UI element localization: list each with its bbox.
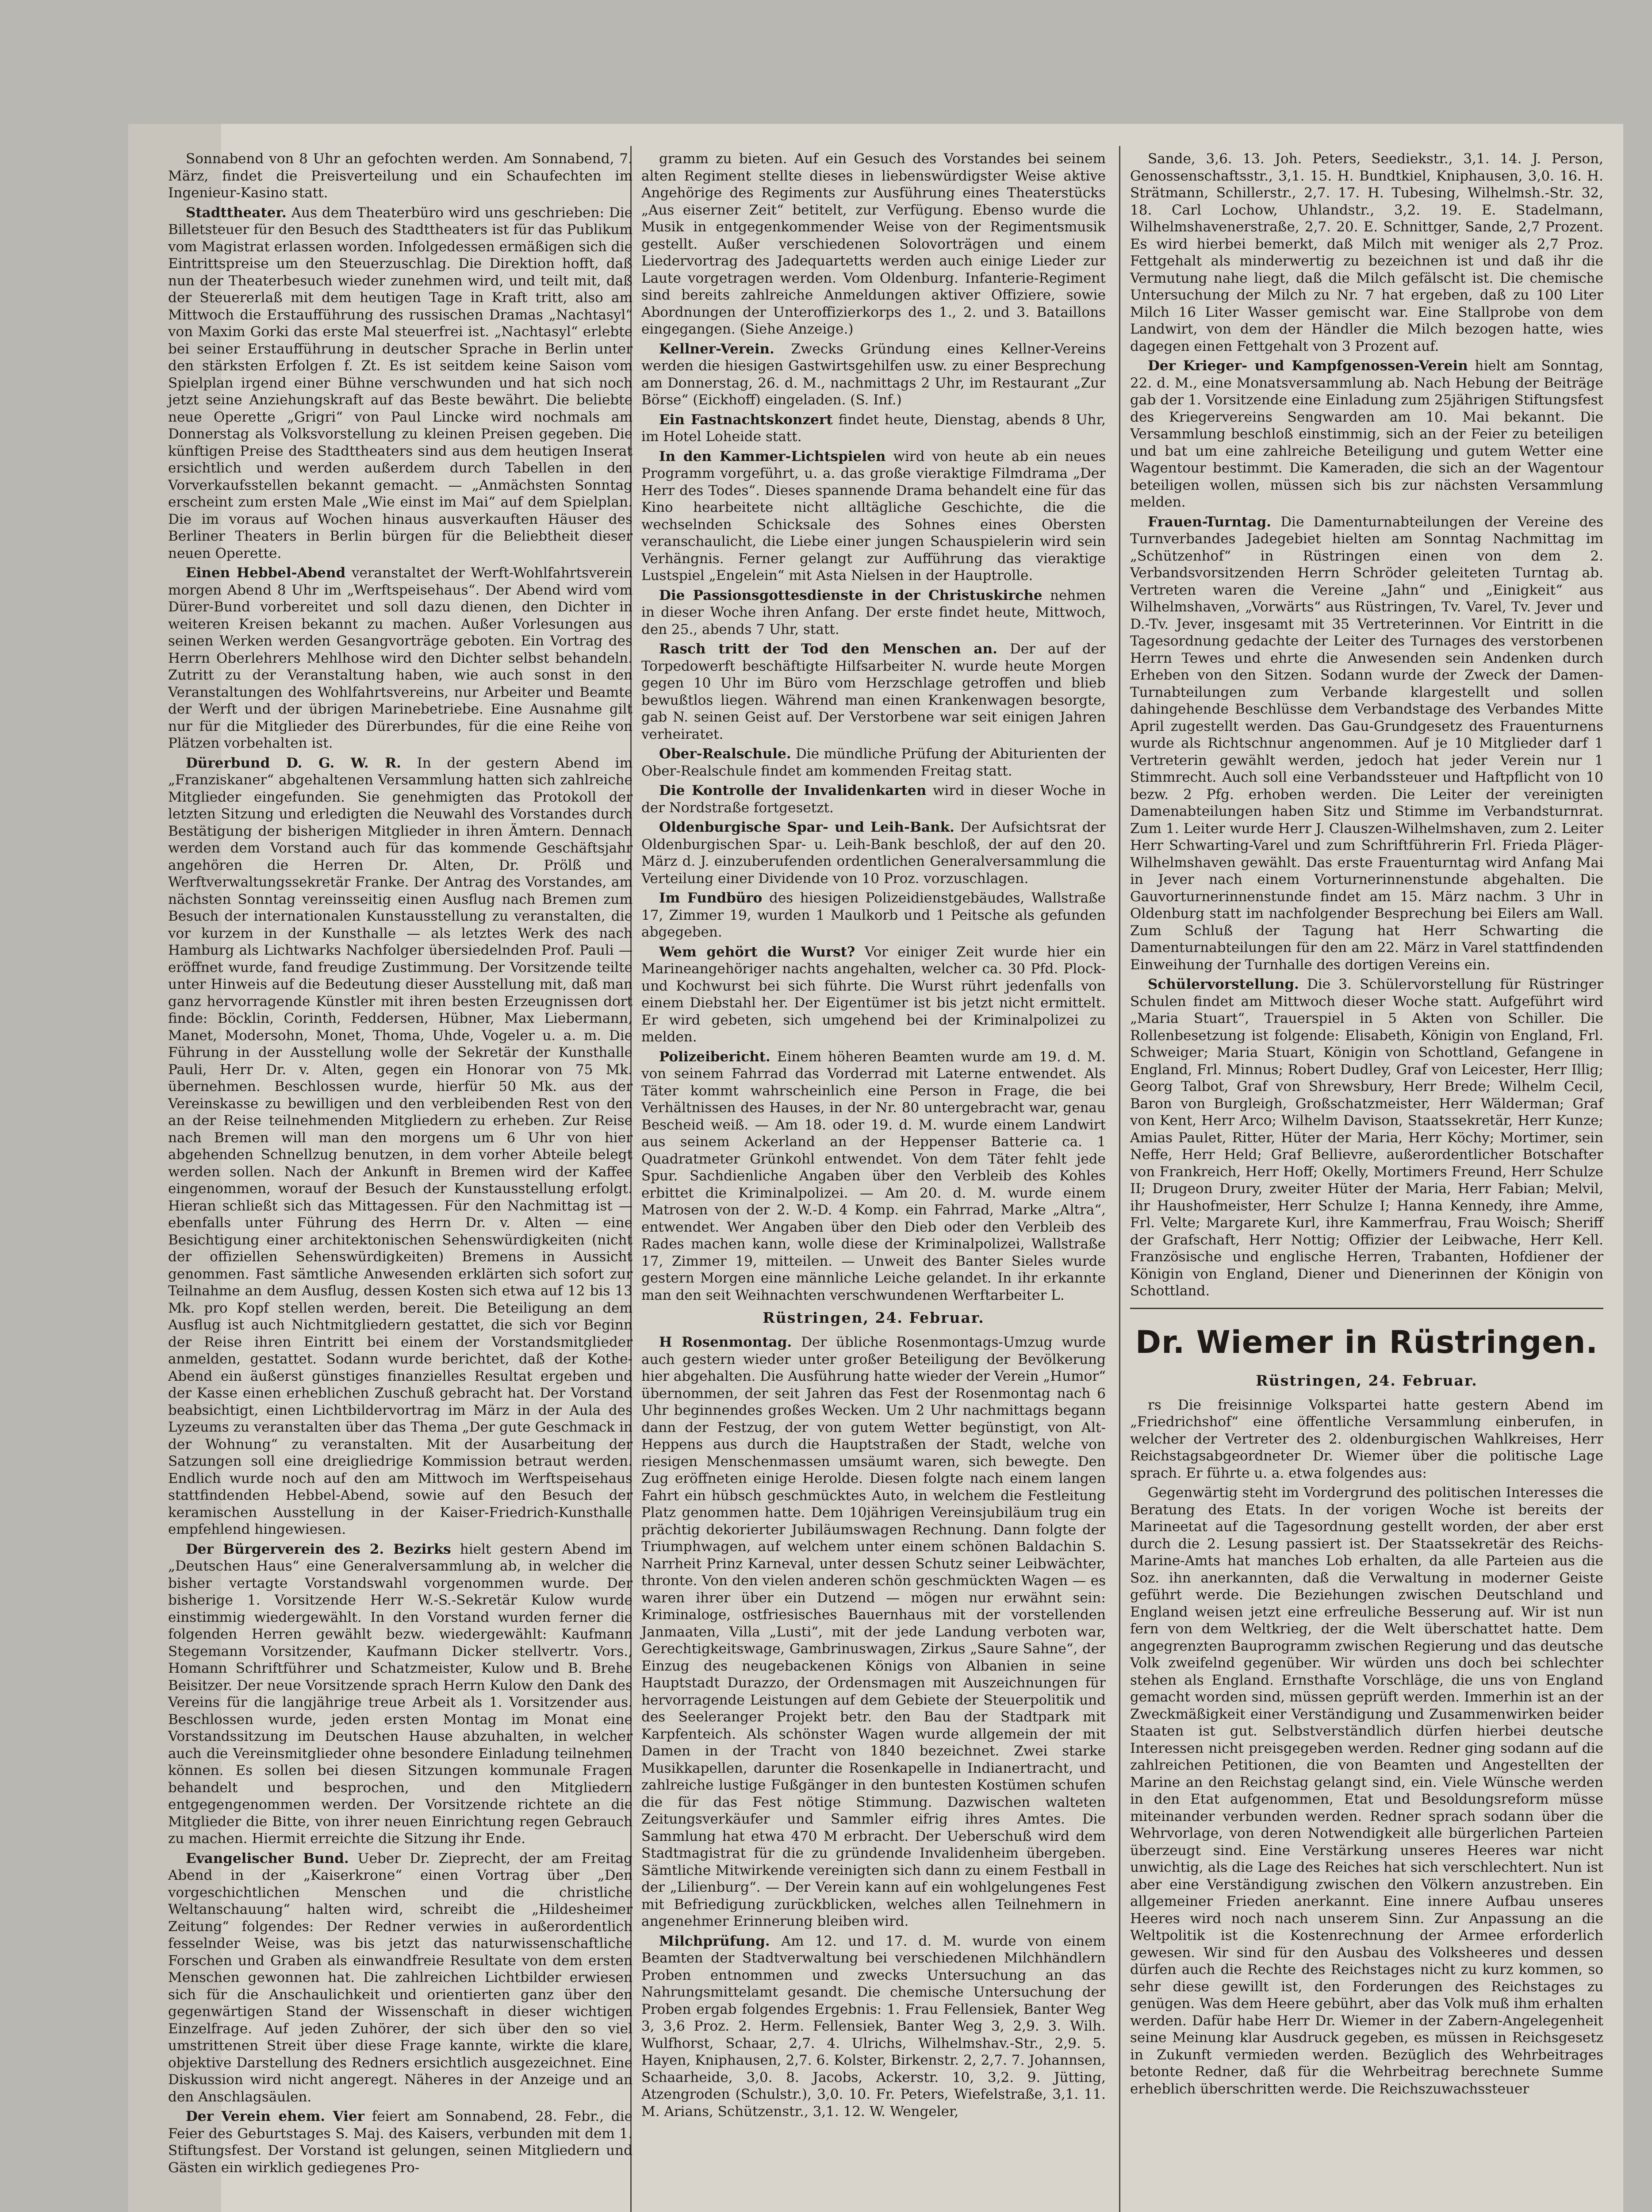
article-paragraph [168, 755, 632, 1538]
paragraph-text: Am 12. und 17. d. M. wurde von einem Beamten der Stadtverwaltung bei verschiedenen Milchhändlern Proben entnommen und zwecks Untersuchung an das Nahrungsmittelamt gesandt. Die chemische Untersuchung der Proben ergab folgendes Ergebnis: 1. Frau Fellensiek, Banter Weg 3, 3,6 Proz. 2. Herm. Fellensiek, Banter Weg 3, 2,9. 3. Wilh. Wulfhorst, Schaar, 2,7. 4. Ulrichs, Wilhelmshav.-Str., 2,9. 5. Hayen, Kniphausen, 2,7. 6. Kolster, Birkenstr. 2, 2,7. 7. Johannsen, Schaarheide, 3,0. 8. Jacobs, Ackerstr. 10, 3,2. 9. Jütting, Atzengroden (Schulstr.), 3,0. 10. Fr. Peters, Wiefelstraße, 3,1. 11. M. Arians, Schützenstr., 3,1. 12. W. Wengeler, [641, 1933, 1106, 2120]
section-divider [1130, 1308, 1603, 1309]
paragraph-text: In der gestern Abend im „Franziskaner“ abgehaltenen Versammlung hatten sich zahlreiche Mitglieder eingefunden. Sie genehmigten das Protokoll der letzten Sitzung und erledigten die Neuwahl des Vorstandes durch Bestätigung der bisherigen Mitglieder in ihren Ämtern. Dennach werden dem Vorstand auch für das kommende Geschäftsjahr angehören die Herren Dr. Alten, Dr. Prölß und Werftverwaltungssekretär Franke. Der Antrag des Vorstandes, am nächsten Sonntag vereinsseitig einen Ausflug nach Bremen zum Besuch der internationalen Kunstausstellung zu veranstalten, die vor kurzem in der Kunsthalle — als letztes Werk des nach Hamburg als Lichtwarks Nachfolger übersiedelnden Prof. Pauli — eröffnet wurde, fand freudige Zustimmung. Der Vorsitzende teilte unter Hinweis auf die Bedeutung dieser Ausstellung mit, daß man ganz hervorragende Künstler mit ihren besten Erzeugnissen dort finde: Böcklin, Corinth, Feddersen, Hübner, Max Liebermann, Manet, Modersohn, Monet, Thoma, Uhde, Vogeler u. a. m. Die Führung in der Ausstellung wolle der Sekretär der Kunsthalle Pauli, Herr Dr. v. Alten, gegen ein Honorar von 75 Mk. übernehmen. Beschlossen wurde, hierfür 50 Mk. aus der Vereinskasse zu bewilligen und den verbleibenden Rest von den an der Reise teilnehmenden Mitgliedern zu erheben. Zur Reise nach Bremen will man den morgens um 6 Uhr von hier abgehenden Schnellzug benutzen, in dem vorher Abteile belegt werden sollen. Nach der Ankunft in Bremen wird der Kaffee eingenommen, worauf der Besuch der Kunstausstellung erfolgt. Hieran schließt sich das Mittagessen. Für den Nachmittag ist — ebenfalls unter Führung des Herrn Dr. v. Alten — eine Besichtigung einer architektonischen Sehenswürdigkeiten (nicht der offiziellen Sehenswürdigkeiten) Bremens in Aussicht genommen. Fast sämtliche Anwesenden erklärten sich sofort zur Teilnahme an dem Ausflug, dessen Kosten sich etwa auf 12 bis 13 Mk. pro Kopf stellen werden, bereit. Die Beteiligung an dem Ausflug ist auch Nichtmitgliedern gestattet, die sich vor Beginn der Reise ihren Eintritt bei einem der Vorstandsmitglieder anmelden, gestattet. Sodann wurde berichtet, daß der Kothe-Abend ein äußerst günstiges finanzielles Resultat ergeben und der Kasse einen erheblichen Zuschuß gebracht hat. Der Vorstand beabsichtigt, einen Lichtbildervortrag im März in der Aula des Lyzeums zu veranstalten über das Thema „Der gute Geschmack in der Wohnung“ zu veranstalten. Mit der Ausarbeitung der Satzungen soll eine dreigliedrige Kommission betraut werden. Endlich wurde noch auf den am Mittwoch im Werftspeisehaus stattfindenden Hebbel-Abend, sowie auf den Besuch der keramischen Ausstellung in der Kaiser-Friedrich-Kunsthalle empfehlend hingewiesen. [168, 755, 632, 1537]
article-paragraph [168, 2108, 632, 2176]
article-paragraph [641, 1048, 1106, 1304]
column-3 [1130, 150, 1603, 2100]
paragraph-heading: Evangelischer Bund. [186, 1850, 349, 1866]
paragraph-heading: H Rosenmontag. [659, 1334, 792, 1350]
dateline: Rüstringen, 24. Februar. [1256, 1371, 1478, 1389]
paragraph-heading: Schülervorstellung. [1148, 976, 1299, 992]
article-paragraph [168, 1541, 632, 1847]
paragraph-heading: Stadttheater. [186, 204, 287, 221]
paragraph-text: feiert am Sonnabend, 28. Febr., die Feier des Geburtstages S. Maj. des Kaisers, verbunden mit dem 1. Stiftungsfest. Der Vorstand ist gelungen, seinen Mitgliedern und Gästen ein wirklich gediegenes Pro- [168, 2108, 632, 2176]
paragraph-text: findet heute, Dienstag, abends 8 Uhr, im Hotel Loheide statt. [641, 411, 1106, 445]
paragraph-heading: Der Bürgerverein des 2. Bezirks [186, 1541, 451, 1557]
paragraph-text: Sonnabend von 8 Uhr an gefochten werden. Am Sonnabend, 7. März, findet die Preisverteilung und ein Schaufechten im Ingenieur-Kasino statt. [168, 151, 632, 201]
paragraph-heading: Dürerbund D. G. W. R. [186, 755, 401, 771]
paragraph-text: Der auf der Torpedowerft beschäftigte Hilfsarbeiter N. wurde heute Morgen gegen 10 Uhr im Büro vom Herzschlage getroffen und blieb bewußtlos liegen. Während man einen Krankenwagen besorgte, gab N. seinen Geist auf. Der Verstorbene war seit einigen Jahren verheiratet. [641, 641, 1106, 742]
article-paragraph [1130, 1484, 1603, 2097]
article-paragraph [641, 782, 1106, 816]
paragraph-heading: Kellner-Verein. [659, 341, 774, 357]
article-paragraph [168, 204, 632, 562]
paragraph-heading: Oldenburgische Spar- und Leih-Bank. [659, 819, 954, 835]
paragraph-text: hielt am Sonntag, 22. d. M., eine Monatsversammlung ab. Nach Hebung der Beiträge gab der 1. Vorsitzende eine Einladung zum 25jährigen Stiftungsfest des Kriegervereins Sengwarden am 10. Mai bekannt. Die Versammlung beschloß einstimmig, sich an der Feier zu beteiligen und bat um eine zahlreiche Beteiligung und gutem Wetter eine Wagentour bestimmt. Die Kameraden, die sich an der Wagentour beteiligen wollen, müssen sich bis zur nächsten Versammlung melden. [1130, 358, 1604, 510]
paragraph-heading: Im Fundbüro [659, 890, 763, 906]
article-paragraph [168, 565, 632, 752]
paragraph-heading: Ober-Realschule. [659, 746, 791, 762]
paragraph-text: gramm zu bieten. Auf ein Gesuch des Vorstandes bei seinem alten Regiment stellte dieses in liebenswürdigster Weise aktive Angehörige des Regiments zur Ausführung eines Theaterstücks „Aus eiserner Zeit“ betitelt, zur Verfügung. Ebenso wurde die Musik in entgegenkommender Weise von der Regimentsmusik gestellt. Außer verschiedenen Solovorträgen und einem Liedervortrag des Jadequartetts werden auch einige Lieder zur Laute vorgetragen werden. Vom Oldenburg. Infanterie-Regiment sind bereits zahlreiche Anmeldungen aktiver Offiziere, sowie Abordnungen der Unteroffizierkorps des 1., 2. und 3. Bataillons eingegangen. (Siehe Anzeige.) [641, 151, 1106, 337]
dateline: Rüstringen, 24. Februar. [763, 1309, 985, 1326]
paragraph-text: Die Damenturnabteilungen der Vereine des Turnverbandes Jadegebiet hielten am Sonntag Nachmittag im „Schützenhof“ in Rüstringen einen von dem 2. Verbandsvorsitzenden Herrn Schröder geleiteten Turntag ab. Vertreten waren die Vereine „Jahn“ und „Einigkeit“ aus Wilhelmshaven, „Vorwärts“ aus Rüstringen, Tv. Varel, Tv. Jever und D.-Tv. Jever, insgesamt mit 35 Vertreterinnen. Vor Eintritt in die Tagesordnung gedachte der Leiter des Turnages des verstorbenen Herrn Tewes und ehrte die Anwesenden sein Andenken durch Erheben von den Sitzen. Sodann wurde der Zweck der Damen-Turnabteilungen zum Verbande klargestellt und sollen dahingehende Beschlüsse dem Verbandstage des Verbandes Mitte April zugestellt werden. Das Gau-Grundgesetz des Frauenturnens wurde als Richtschnur angenommen. Auf je 10 Mitglieder darf 1 Vertreterin gewählt werden, jedoch hat jeder Verein nur 1 Stimmrecht. Auch soll eine Verbandssteuer und Haftpflicht von 10 bezw. 2 Pfg. erhoben werden. Die Leiter der vereinigten Damenabteilungen haben Sitz und Stimme im Verbandsturnrat. Zum 1. Leiter wurde Herr J. Clauszen-Wilhelmshaven, zum 2. Leiter Herr Schwarting-Varel und zum Schriftführerin Frl. Frieda Pläger-Wilhelmshaven gewählt. Das erste Frauenturntag wird Anfang Mai in Jever nach einem Vorturnerinnenstunde abgehalten. Die Gauvorturnerinnenstunde findet am 15. März nachm. 3 Uhr in Oldenburg statt im nachfolgender Besprechung bei Eilers am Wall. Zum Schluß der Tagung hat Herr Schwarting die Damenturnabteilungen für den am 22. März in Varel stattfindenden Einweihung der Turnhalle des dortigen Vereins ein. [1130, 514, 1604, 973]
paragraph-heading: Wem gehört die Wurst? [659, 944, 855, 960]
paragraph-heading: Rasch tritt der Tod den Menschen an. [659, 641, 997, 657]
paragraph-heading: Ein Fastnachtskonzert [659, 411, 833, 428]
article-paragraph [641, 819, 1106, 887]
article-paragraph [1130, 357, 1603, 511]
article-paragraph [168, 150, 632, 202]
paragraph-text: Einem höheren Beamten wurde am 19. d. M. von seinem Fahrrad das Vorderrad mit Laterne entwendet. Als Täter kommt wahrscheinlich eine Person in Frage, die bei Verhältnissen des Hauses, in der Nr. 80 untergebracht war, genau Bescheid weiß. — Am 18. oder 19. d. M. wurde einem Landwirt aus seinem Ackerland an der Heppenser Batterie ca. 1 Quadratmeter Grünkohl entwendet. Von dem Täter fehlt jede Spur. Sachdienliche Angaben über den Verbleib des Kohles erbittet die Kriminalpolizei. — Am 20. d. M. wurde einem Matrosen von der 2. W.-D. 4 Komp. ein Fahrrad, Marke „Altra“, entwendet. Wer Angaben über den Dieb oder den Verbleib des Rades machen kann, wolle diese der Kriminalpolizei, Wallstraße 17, Zimmer 19, mitteilen. — Unweit des Banter Sieles wurde gestern Morgen eine männliche Leiche gelandet. In ihr erkannte man den seit Weihnachten verschwundenen Werftarbeiter L. [641, 1048, 1106, 1303]
paragraph-text: Gegenwärtig steht im Vordergrund des politischen Interesses die Beratung des Etats. In der vorigen Woche ist bereits der Marineetat auf die Tagesordnung gestellt worden, der aber erst durch die 2. Lesung passiert ist. Der Staatssekretär des Reichs-Marine-Amts hat manches Lob erhalten, da alle Parteien aus die Soz. ihn anerkannten, daß die Verwaltung in moderner Geiste geführt werde. Die Beziehungen zwischen Deutschland und England weisen jetzt eine erfreuliche Besserung auf. Wir ist nun fern von dem Weltkrieg, der die Welt überschattet hatte. Dem angegrenzten Bauprogramm zwischen Regierung und das deutsche Volk zweifelnd gegenüber. Wir würden uns doch bei schlechter stehen als England. Ernsthafte Vorschläge, die uns von England gemacht worden sind, müssen geprüft werden. Immerhin ist an der Zweckmäßigkeit einer Verständigung und Zusammenwirken beider Staaten ist gut. Selbstverständlich dürfen hierbei deutsche Interessen nicht preisgegeben werden. Redner ging sodann auf die zahlreichen Petitionen, die von Beamten und Angestellten der Marine an den Reichstag gelangt sind, ein. Viele Wünsche werden in den Etat aufgenommen, Etat und Besoldungsreform müsse miteinander verbunden werden. Redner sprach sodann über die Wehrvorlage, von deren Notwendigkeit alle bürgerlichen Parteien überzeugt sind. Eine Verstärkung unseres Heeres war nicht unwichtig, als die Lage des Reiches hat sich verschlechtert. Nun ist aber eine Verständigung zwischen den Völkern anzustreben. Ein allgemeiner Frieden anerkannt. Eine innere Aufbau unseres Heeres wird noch nach unserem Sinn. Zur Anpassung an die Weltpolitik ist die Kostenrechnung der Armee erforderlich gewesen. Wir sind für den Ausbau des Volksheeres und dessen dürfen auch die Rechte des Reichstages nicht zu kurz kommen, so sehr diese gewillt ist, den Forderungen des Reichstages zu genügen. Was dem Heere gebührt, aber das Volk muß ihm erhalten werden. Dafür habe Herr Dr. Wiemer in der Zabern-Angelegenheit seine Meinung klar Ausdruck gegeben, es müssen in Reichsgesetz in Zukunft vermieden werden. Bezüglich des Wehrbeitrages betonte Redner, daß für die Wehrbeitrag berechnete Summe erheblich überschritten werde. Die Reichszuwachssteuer [1130, 1485, 1603, 2097]
article-paragraph [1130, 1397, 1603, 1482]
column-2 [641, 150, 1106, 2123]
paragraph-text: wird von heute ab ein neues Programm vorgeführt, u. a. das große vieraktige Filmdrama „Der Herr des Todes“. Dieses spannende Drama behandelt eine für das Kino hearbeitete nicht alltägliche Geschichte, die die wechselnden Schicksale des Sohnes eines Obersten veranschaulicht, die Liebe einer jungen Schauspielerin wird sein Verhängnis. Ferner gelangt zur Aufführung das vieraktige Lustspiel „Engelein“ mit Asta Nielsen in der Hauptrolle. [641, 448, 1106, 584]
paragraph-text: Zwecks Gründung eines Kellner-Vereins werden die hiesigen Gastwirtsgehilfen usw. zu einer Besprechung am Donnerstag, 26. d. M., nachmittags 2 Uhr, im Restaurant „Zur Börse“ (Eickhoff) eingeladen. (S. Inf.) [641, 341, 1106, 408]
article-paragraph [168, 1850, 632, 2106]
article-paragraph [641, 745, 1106, 780]
article-paragraph [641, 150, 1106, 338]
article-paragraph [641, 1933, 1106, 2120]
paragraph-text: Der Aufsichtsrat der Oldenburgischen Spar- u. Leih-Bank beschloß, der auf den 20. März d. J. einzuberufenden ordentlichen Generalversammlung die Verteilung einer Dividende von 10 Proz. vorzuschlagen. [641, 819, 1106, 887]
article-paragraph [641, 641, 1106, 743]
article-paragraph [641, 587, 1106, 638]
article-paragraph [641, 944, 1106, 1046]
paragraph-text: veranstaltet der Werft-Wohlfahrtsverein morgen Abend 8 Uhr im „Werftspeisehaus“. Der Abend wird vom Dürer-Bund vorbereitet und soll dazu dienen, den Dichter in weiteren Kreisen bekannt zu machen. Außer Vorlesungen aus seinen Werken werden Gesangvorträge geboten. Ein Vortrag des Herrn Oberlehrers Mehlhose wird den Dichter selbst behandeln. Zutritt zu der Veranstaltung haben, wie auch sonst in den Veranstaltungen des Wohlfahrtsvereins, nur Arbeiter und Beamte der Werft und der übrigen Marinebetriebe. Eine Ausnahme gilt nur für die Mitglieder des Dürerbundes, für die eine Reihe von Plätzen vorbehalten ist. [168, 565, 632, 751]
paragraph-text: Der übliche Rosenmontags-Umzug wurde auch gestern wieder unter großer Beteiligung der Bevölkerung hier abgehalten. Die Ausführung hatte wieder der Verein „Humor“ übernommen, der seit Jahren das Fest der Rosenmontag nach 6 Uhr beginnendes großes Wecken. Um 2 Uhr nachmittags begann dann der Festzug, der von gutem Wetter begünstigt, von Alt-Heppens aus durch die Hauptstraßen der Stadt, welche von riesigen Menschenmassen umsäumt waren, sich bewegte. Den Zug eröffneten einige Herolde. Diesen folgte nach einem langen Fahrt ein hübsch geschmücktes Auto, in welchem die Festleitung Platz genommen hatte. Dem 10jährigen Vereinsjubiläum trug ein prächtig dekorierter Jubiläumswagen Rechnung. Dann folgte der Triumphwagen, auf welchem unter einem schönen Baldachin S. Narrheit Prinz Karneval, unter dessen Schutz seiner Leibwächter, thronte. Von den vielen anderen schön geschmückten Wagen — es waren ihrer über ein Dutzend — mögen nur erwähnt sein: Kriminaloge, ostfriesisches Bauernhaus mit der vorstellenden Janmaaten, Villa „Lusti“, mit der jede Landung verboten war, Gerechtigkeitswage, Gambrinuswagen, Zirkus „Saure Sahne“, der Einzug des neugebackenen Königs von Albanien in seine Hauptstadt Durazzo, der Ordensmagen mit Auszeichnungen für hervorragende Leistungen auf dem Gebiete der Steuerpolitik und des Seeleranger Projekt betr. den Bau der Stadtpark mit Karpfenteich. Als schönster Wagen wurde allgemein der mit Damen in der Tracht von 1840 bezeichnet. Zwei starke Musikkapellen, darunter die Rosenkapelle in Indianertracht, und zahlreiche lustige Fußgänger in den buntesten Kostümen schufen die für das Fest nötige Stimmung. Dazwischen walteten Zeitungsverkäufer und Sammler eifrig ihres Amtes. Die Sammlung hat etwa 470 M erbracht. Der Ueberschuß wird dem Stadtmagistrat für die zu gründende Invalidenheim übergeben. Sämtliche Mitwirkende vereinigten sich dann zu einem Festball in der „Lilienburg“. — Der Verein kann auf ein wohlgelungenes Fest mit Befriedigung zurückblicken, welches allen Teilnehmern in angenehmer Erinnerung bleiben wird. [641, 1334, 1106, 1929]
paragraph-text: wird in dieser Woche in der Nordstraße fortgesetzt. [641, 783, 1106, 816]
article-paragraph [641, 411, 1106, 445]
paragraph-text: Sande, 3,6. 13. Joh. Peters, Seediekstr., 3,1. 14. J. Person, Genossenschaftsstr., 3,1. 15. H. Bundtkiel, Kniphausen, 3,0. 16. H. Strätmann, Schillerstr., 2,7. 17. H. Tubesing, Wilhelmsh.-Str. 32, 18. Carl Lochow, Uhlandstr., 3,2. 19. E. Stadelmann, Wilhelmshavenerstraße, 2,7. 20. E. Schnittger, Sande, 2,7 Prozent. Es wird hierbei bemerkt, daß Milch mit weniger als 2,7 Proz. Fettgehalt als minderwertig zu bezeichnen ist und daß ihr die Vermutung nahe liegt, daß die Milch gefälscht ist. Die chemische Untersuchung der Milch zu Nr. 7 hat ergeben, daß zu 100 Liter Milch 16 Liter Wasser gemischt war. Eine Stallprobe von dem Landwirt, von dem der Händler die Milch bezogen hatte, wies dagegen einen Fettgehalt von 3 Prozent auf. [1130, 151, 1603, 354]
column-rule-2 [1119, 146, 1120, 2212]
article-paragraph [641, 890, 1106, 941]
paragraph-text: rs Die freisinnige Volkspartei hatte gestern Abend im „Friedrichshof“ eine öffentliche Versammlung einberufen, in welcher der Vertreter des 2. oldenburgischen Wahlkreises, Herr Reichstagsabgeordneter Dr. Wiemer über die politische Lage sprach. Er führte u. a. etwa folgendes aus: [1130, 1397, 1603, 1481]
paragraph-text: Vor einiger Zeit wurde hier ein Marineangehöriger nachts angehalten, welcher ca. 30 Pfd. Plock- und Kochwurst bei sich führte. Die Wurst rührt jedenfalls von einem Diebstahl her. Der Eigentümer ist bis jetzt nicht ermittelt. Er wird gebeten, sich umgehend bei der Kriminalpolizei zu melden. [641, 944, 1106, 1045]
paragraph-heading: Polizeibericht. [659, 1048, 770, 1065]
paragraph-text: hielt gestern Abend im „Deutschen Haus“ eine Generalversammlung ab, in welcher die bisher vertagte Vorstandswahl vorgenommen wurde. Der bisherige 1. Vorsitzende Herr W.-S.-Sekretär Kulow wurde einstimmig wiedergewählt. In den Vorstand wurden ferner die folgenden Herren gewählt bezw. wiedergewählt: Kaufmann Stegemann Vorsitzender, Kaufmann Dicker stellvertr. Vors., Homann Schriftführer und Schatzmeister, Kulow und B. Brehe Beisitzer. Der neue Vorsitzende sprach Herrn Kulow den Dank des Vereins für die langjährige treue Arbeit als 1. Vorsitzender aus. Beschlossen wurde, jeden ersten Montag im Monat eine Vorstandssitzung im Deutschen Hause abzuhalten, in welcher auch die Vereinsmitglieder ohne besondere Einladung teilnehmen können. Es sollen bei diesen Sitzungen kommunale Fragen behandelt und besprochen, und den Mitgliedern entgegengenommen werden. Der Vorsitzende richtete an die Mitglieder die Bitte, von ihrer neuen Einrichtung regen Gebrauch zu machen. Hiermit erreichte die Sitzung ihr Ende. [168, 1541, 632, 1847]
article-paragraph [1130, 514, 1603, 974]
paragraph-text: Die 3. Schülervorstellung für Rüstringer Schulen findet am Mittwoch dieser Woche statt. Aufgeführt wird „Maria Stuart“, Trauerspiel in 5 Akten von Schiller. Die Rollenbesetzung ist folgende: Elisabeth, Königin von England, Frl. Schweiger; Maria Stuart, Königin von Schottland, Gefangene in England, Frl. Minnus; Robert Dudley, Graf von Leicester, Herr Illig; Georg Talbot, Graf von Shrewsbury, Herr Brede; Wilhelm Cecil, Baron von Burgleigh, Großschatzmeister, Herr Wälderman; Graf von Kent, Herr Arco; Wilhelm Davison, Staatssekretär, Herr Kunze; Amias Paulet, Ritter, Hüter der Maria, Herr Köchy; Mortimer, sein Neffe, Herr Held; Graf Bellievre, außerordentlicher Botschafter von Frankreich, Herr Hoff; Okelly, Mortimers Freund, Herr Schulze II; Drugeon Drury, zweiter Hüter der Maria, Herr Fabian; Melvil, ihr Haushofmeister, Herr Schulze I; Hanna Kennedy, ihre Amme, Frl. Velte; Margarete Kurl, ihre Kammerfrau, Frau Woisch; Sheriff der Grafschaft, Herr Nottig; Offizier der Leibwache, Herr Kell. Französische und englische Herren, Trabanten, Hofdiener der Königin von England, Diener und Dienerinnen der Königin von Schottland. [1130, 976, 1604, 1299]
article-paragraph [641, 341, 1106, 409]
article-paragraph [641, 448, 1106, 584]
paragraph-heading: In den Kammer-Lichtspielen [659, 448, 886, 465]
paragraph-heading: Frauen-Turntag. [1148, 514, 1271, 530]
paragraph-heading: Die Passionsgottesdienste in der Christuskirche [659, 587, 1043, 603]
paragraph-text: Aus dem Theaterbüro wird uns geschrieben: Die Billetsteuer für den Besuch des Stadttheaters ist für das Publikum vom Magistrat erlassen worden. Infolgedessen ermäßigen sich die Eintrittspreise um den Steuerzuschlag. Die Direktion hofft, daß nun der Theaterbesuch wieder zunehmen wird, und teilt mit, daß der Steuererlaß mit dem heutigen Tage in Kraft tritt, also am Mittwoch die Erstaufführung des russischen Dramas „Nachtasyl“ von Maxim Gorki das erste Mal steuerfrei ist. „Nachtasyl“ erlebte bei seiner Erstaufführung in deutscher Sprache in Berlin unter den stärksten Erfolgen f. Zt. Es ist seitdem keine Saison vom Spielplan irgend einer Bühne verschwunden und hat sich noch jetzt seine Anziehungskraft auf das Beste bewährt. Die beliebte neue Operette „Grigri“ von Paul Lincke wird nochmals am Donnerstag als Volksvorstellung zu kleinen Preisen gegeben. Die künftigen Preise des Stadttheaters sind aus dem heutigen Inserat ersichtlich und werden außerdem durch Tabellen in den Vorverkaufsstellen bekannt gemacht. — „Anmächsten Sonntag erscheint zum ersten Male „Wie einst im Mai“ auf dem Spielplan. Die im voraus auf Wochen hinaus ausverkauften Häuser des Berliner Theaters in Berlin bürgen für die Beliebtheit dieser neuen Operette. [168, 204, 633, 561]
article-paragraph [1130, 150, 1603, 355]
paragraph-heading: Der Krieger- und Kampfgenossen-Verein [1148, 358, 1468, 374]
paragraph-text: Die mündliche Prüfung der Abiturienten der Ober-Realschule findet am kommenden Freitag statt. [641, 746, 1106, 779]
paragraph-text: des hiesigen Polizeidienstgebäudes, Wallstraße 17, Zimmer 19, wurden 1 Maulkorb und 1 Peitsche als gefunden abgegeben. [641, 890, 1106, 940]
column-1 [168, 150, 632, 2179]
article-paragraph [1130, 976, 1603, 1300]
paragraph-heading: Einen Hebbel-Abend [186, 565, 346, 581]
paragraph-heading: Der Verein ehem. Vier [186, 2108, 364, 2124]
article-headline: Dr. Wiemer in Rüstringen. [1135, 1324, 1598, 1360]
paragraph-heading: Die Kontrolle der Invalidenkarten [659, 783, 927, 799]
paragraph-text: Ueber Dr. Zieprecht, der am Freitag Abend in der „Kaiserkrone“ einen Vortrag über „Den vorgeschichtlichen Menschen und die christliche Weltanschauung“ halten wird, schreibt die „Hildesheimer Zeitung“ folgendes: Der Redner verwies in außerordentlich fesselnder Weise, was bis jetzt das naturwissenschaftliche Forschen und Graben als einwandfreie Resultate von dem ersten Menschen gewonnen hat. Die zahlreichen Lichtbilder erwiesen sich für die Anschaulichkeit und orientierten ganz über den gegenwärtigen Stand der Wissenschaft in dieser wichtigen Einzelfrage. Auf jeden Zuhörer, der sich über den so viel umstrittenen Streit über diese Frage kannte, wirkte die klare, objektive Darstellung des Redners ersichtlich ausgezeichnet. Eine Diskussion wird nicht angeregt. Näheres in der Anzeige und an den Anschlagsäulen. [168, 1850, 633, 2105]
article-paragraph [641, 1334, 1106, 1930]
paragraph-heading: Milchprüfung. [659, 1933, 770, 1949]
paragraph-text: nehmen in dieser Woche ihren Anfang. Der erste findet heute, Mittwoch, den 25., abends 7 Uhr, statt. [641, 587, 1106, 637]
